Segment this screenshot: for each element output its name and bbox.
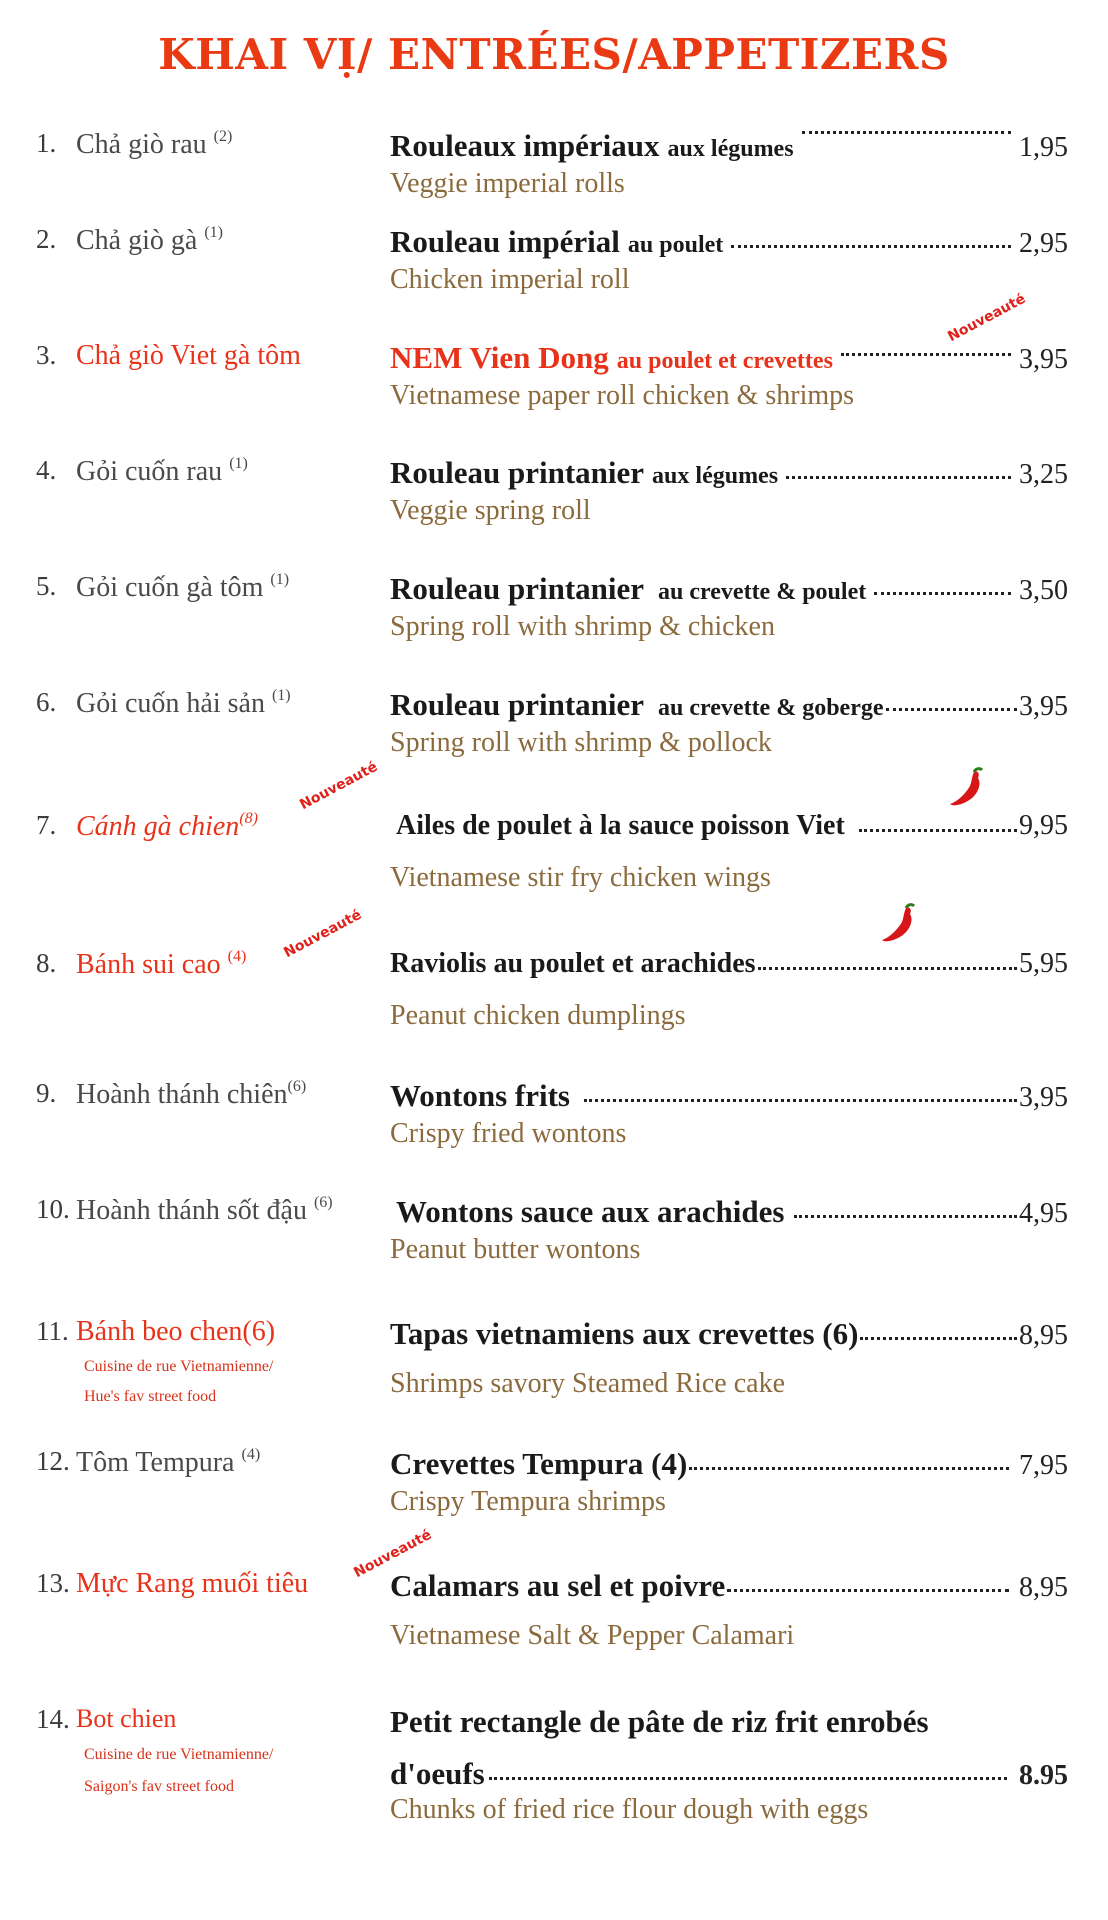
item-french-detail: au poulet (627, 232, 724, 258)
item-french-detail: au crevette & poulet (658, 579, 867, 605)
item-french-name: Petit rectangle de pâte de riz frit enrobés (390, 1704, 929, 1739)
item-french-detail: aux légumes (652, 463, 779, 489)
item-french-name: Wontons frits (390, 1078, 570, 1113)
item-price: 8.95 (1019, 1760, 1068, 1791)
dot-leader (886, 707, 1017, 711)
item-number: 6. (36, 687, 57, 717)
item-english-name: Chicken imperial roll (390, 264, 630, 295)
item-price: 2,95 (1019, 228, 1068, 259)
dot-leader (786, 475, 1011, 479)
new-badge: Nouveauté (945, 290, 1029, 346)
dot-leader (841, 352, 1011, 356)
item-number: 4. (36, 455, 57, 485)
item-french-name: Tapas vietnamiens aux crevettes (6) (390, 1316, 859, 1351)
item-french-line (390, 687, 1068, 723)
item-french-line (390, 1568, 1068, 1604)
dot-leader (758, 966, 1017, 970)
dot-leader (860, 1336, 1017, 1340)
item-french-name: Rouleau printanier (390, 571, 645, 606)
new-badge: Nouveauté (297, 758, 381, 814)
item-price: 8,95 (1019, 1572, 1068, 1603)
item-vietnamese-name: Gỏi cuốn gà tôm $^{(1)}$ (76, 571, 290, 603)
item-price: 8,95 (1019, 1320, 1068, 1351)
item-price: 4,95 (1019, 1198, 1068, 1229)
item-french-name-cont: d'oeufs (390, 1756, 485, 1791)
item-vietnamese-name: Bánh beo chen(6) (76, 1316, 276, 1347)
item-number: 2. (36, 224, 57, 254)
item-price: 7,95 (1019, 1450, 1068, 1481)
item-number: 3. (36, 340, 57, 370)
item-english-name: Vietnamese paper roll chicken & shrimps (390, 380, 855, 411)
new-badge: Nouveauté (351, 1526, 435, 1582)
item-french-line (390, 1078, 1068, 1114)
item-french-line (390, 455, 1068, 491)
item-french-name: Wontons sauce aux arachides (396, 1194, 785, 1229)
item-french-name: Rouleaux impériaux (390, 128, 660, 163)
new-badge: Nouveauté (281, 906, 365, 962)
item-vietnamese-name: Chả giò Viet gà tôm (76, 340, 301, 371)
item-french-detail: au crevette & goberge (658, 695, 884, 721)
item-note: Saigon's fav street food (84, 1778, 234, 1795)
item-english-name: Peanut butter wontons (390, 1234, 641, 1265)
dot-leader (727, 1588, 1009, 1592)
item-vietnamese-name: Cánh gà chien$^{(8)}$ (76, 810, 258, 842)
item-number: 12. (36, 1446, 70, 1476)
dot-leader (489, 1776, 1007, 1780)
item-vietnamese-name: Mực Rang muối tiêu (76, 1568, 309, 1599)
item-price: 5,95 (1019, 948, 1068, 979)
item-number: 7. (36, 810, 57, 840)
item-number: 5. (36, 571, 57, 601)
item-french-detail: aux légumes (667, 136, 794, 162)
dot-leader (802, 130, 1011, 134)
item-price: 3,95 (1019, 344, 1068, 375)
item-price: 3,25 (1019, 459, 1068, 490)
item-french-name: Ailes de poulet à la sauce poisson Viet (396, 810, 845, 841)
item-price: 3,50 (1019, 575, 1068, 606)
item-english-name: Veggie imperial rolls (390, 168, 625, 199)
item-english-name: Chunks of fried rice flour dough with eggs (390, 1794, 869, 1825)
item-french-line (390, 128, 1068, 164)
item-french-name: NEM Vien Dong (390, 340, 609, 375)
item-french-line (390, 224, 1068, 260)
item-french-name: Crevettes Tempura (4) (390, 1446, 688, 1481)
item-english-name: Vietnamese stir fry chicken wings (390, 862, 771, 893)
item-number: 1. (36, 128, 57, 158)
item-french-name: Rouleau printanier (390, 455, 645, 490)
item-vietnamese-name: Hoành thánh chiên$^{(6)}$ (76, 1078, 307, 1110)
item-french-name: Rouleau impérial (390, 224, 620, 259)
item-english-name: Vietnamese Salt & Pepper Calamari (390, 1620, 795, 1651)
item-vietnamese-name: Bánh sui cao $^{(4)}$ (76, 948, 247, 980)
item-french-line (390, 1316, 1068, 1352)
item-vietnamese-name: Bot chien (76, 1704, 177, 1733)
item-price: 1,95 (1019, 132, 1068, 163)
item-note: Cuisine de rue Vietnamienne/ (84, 1746, 274, 1763)
dot-leader (794, 1214, 1017, 1218)
item-vietnamese-name: Chả giò gà $^{(1)}$ (76, 224, 223, 256)
item-english-name: Crispy Tempura shrimps (390, 1486, 666, 1517)
item-note: Cuisine de rue Vietnamienne/ (84, 1358, 274, 1375)
item-number: 8. (36, 948, 57, 978)
item-french-line (390, 948, 1068, 980)
item-french-detail: au poulet et crevettes (616, 348, 833, 374)
item-french-name: Raviolis au poulet et arachides (390, 948, 756, 979)
item-french-line (396, 1194, 1068, 1230)
item-number: 10. (36, 1194, 70, 1224)
item-french-line (390, 571, 1068, 607)
dot-leader (874, 591, 1011, 595)
item-vietnamese-name: Tôm Tempura $^{(4)}$ (76, 1446, 261, 1478)
item-price: 3,95 (1019, 691, 1068, 722)
item-number: 9. (36, 1078, 57, 1108)
item-french-line (390, 340, 1068, 376)
item-french-line-2 (390, 1756, 1068, 1792)
item-english-name: Crispy fried wontons (390, 1118, 627, 1149)
item-vietnamese-name: Gỏi cuốn hải sản $^{(1)}$ (76, 687, 291, 719)
item-number: 14. (36, 1704, 70, 1734)
dot-leader (859, 828, 1017, 832)
item-english-name: Spring roll with shrimp & pollock (390, 727, 772, 758)
item-vietnamese-name: Gỏi cuốn rau $^{(1)}$ (76, 455, 248, 487)
item-english-name: Peanut chicken dumplings (390, 1000, 686, 1031)
item-french-name: Rouleau printanier (390, 687, 645, 722)
dot-leader (689, 1466, 1009, 1470)
item-french-name: Calamars au sel et poivre (390, 1568, 726, 1603)
menu-title: KHAI VỊ/ ENTRÉES/APPETIZERS (158, 30, 950, 79)
item-french-line (390, 1704, 1068, 1740)
item-vietnamese-name: Hoành thánh sốt đậu $^{(6)}$ (76, 1194, 333, 1226)
item-price: 9,95 (1019, 810, 1068, 841)
item-english-name: Veggie spring roll (390, 495, 591, 526)
item-vietnamese-name: Chả giò rau $^{(2)}$ (76, 128, 233, 160)
dot-leader (731, 244, 1011, 248)
item-french-line (396, 810, 1068, 842)
item-number: 11. (36, 1316, 69, 1346)
item-french-line (390, 1446, 1068, 1482)
chili-pepper-icon (944, 766, 990, 812)
dot-leader (584, 1098, 1017, 1102)
item-english-name: Spring roll with shrimp & chicken (390, 611, 775, 642)
item-english-name: Shrimps savory Steamed Rice cake (390, 1368, 786, 1399)
chili-pepper-icon (876, 902, 922, 948)
item-note: Hue's fav street food (84, 1388, 217, 1405)
item-number: 13. (36, 1568, 70, 1598)
item-price: 3,95 (1019, 1082, 1068, 1113)
